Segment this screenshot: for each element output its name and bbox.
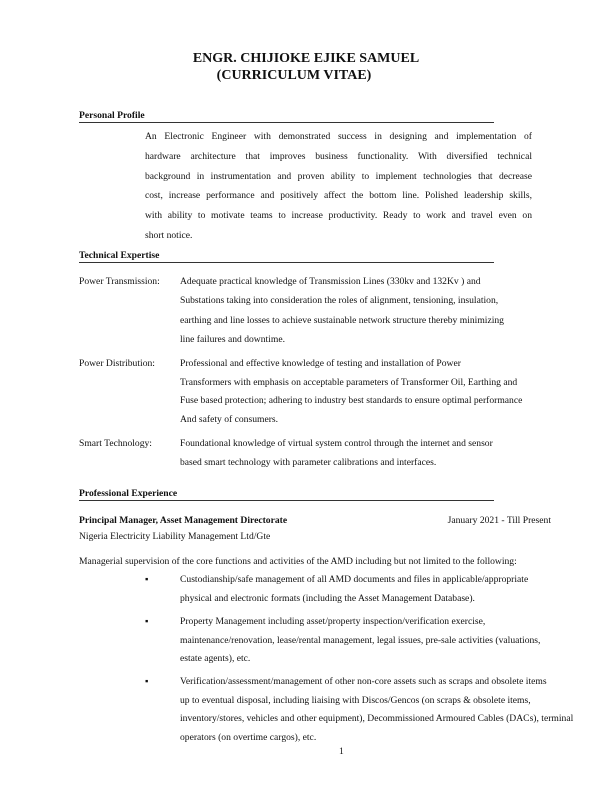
job-dates: January 2021 - Till Present bbox=[447, 515, 551, 526]
duty-line: Custodianship/safe management of all AMD documents and files in applicable/appropriate bbox=[180, 574, 529, 585]
job-title: Principal Manager, Asset Management Directorate bbox=[79, 515, 288, 526]
expertise-line: Professional and effective knowledge of testing and installation of Power bbox=[180, 358, 461, 369]
expertise-line: Adequate practical knowledge of Transmission Lines (330kv and 132Kv ) and bbox=[180, 276, 481, 287]
duty-line: up to eventual disposal, including liaising with Discos/Gencos (on scraps & obsolete items, bbox=[180, 694, 531, 706]
duty-line: Verification/assessment/management of other non-core assets such as scraps and obsolete items bbox=[180, 676, 547, 687]
expertise-line: Substations taking into consideration the roles of alignment, tensioning, insulation, bbox=[180, 295, 499, 307]
bullet-icon: ▪ bbox=[145, 616, 149, 627]
expertise-label: Power Distribution: bbox=[79, 358, 155, 369]
profile-line: short notice. bbox=[145, 230, 193, 241]
section-rule bbox=[79, 262, 494, 263]
bullet-icon: ▪ bbox=[145, 676, 149, 687]
page-number: 1 bbox=[339, 746, 344, 757]
duty-line: inventory/stores, vehicles and other equipment), Decommissioned Armoured Cables (DACs), terminal bbox=[180, 713, 574, 725]
expertise-line: based smart technology with parameter calibrations and interfaces. bbox=[180, 457, 437, 468]
job-intro: Managerial supervision of the core functions and activities of the AMD including but not limited to the following: bbox=[79, 556, 517, 567]
expertise-line: Fuse based protection; adhering to industry best standards to ensure optimal performance bbox=[180, 395, 523, 407]
expertise-line: Foundational knowledge of virtual system control through the internet and sensor bbox=[180, 438, 493, 449]
duty-line: maintenance/renovation, lease/rental management, legal issues, pre-sale activities (valuations, bbox=[180, 634, 541, 646]
profile-line: cost, increase performance and positively affect the bottom line. Polished leadership skills, bbox=[145, 190, 532, 202]
expertise-line: line failures and downtime. bbox=[180, 333, 285, 345]
expertise-label: Power Transmission: bbox=[79, 276, 160, 287]
section-heading-personal-profile: Personal Profile bbox=[79, 110, 145, 121]
profile-line: hardware architecture that improves business functionality. With diversified technical bbox=[145, 150, 532, 162]
section-heading-technical-expertise: Technical Expertise bbox=[79, 250, 160, 261]
expertise-label: Smart Technology: bbox=[79, 438, 152, 449]
cv-subtitle: (CURRICULUM VITAE) bbox=[216, 68, 372, 83]
duty-line: physical and electronic formats (including the Asset Management Database). bbox=[180, 592, 475, 604]
profile-line: with ability to motivate teams to increase productivity. Ready to work and travel even on bbox=[145, 210, 532, 222]
duty-line: estate agents), etc. bbox=[180, 653, 251, 665]
profile-line: background in instrumentation and proven ability to implement technologies that decrease bbox=[145, 170, 532, 182]
duty-line: operators (on overtime cargos), etc. bbox=[180, 731, 317, 743]
cv-name: ENGR. CHIJIOKE EJIKE SAMUEL bbox=[192, 51, 420, 66]
section-rule bbox=[79, 122, 494, 123]
section-rule bbox=[79, 500, 494, 501]
expertise-line: Transformers with emphasis on acceptable parameters of Transformer Oil, Earthing and bbox=[180, 376, 518, 388]
duty-line: Property Management including asset/property inspection/verification exercise, bbox=[180, 616, 486, 627]
expertise-line: And safety of consumers. bbox=[180, 413, 279, 425]
expertise-line: earthing and line losses to achieve sustainable network structure thereby minimizing bbox=[180, 314, 504, 326]
bullet-icon: ▪ bbox=[145, 574, 149, 585]
profile-line: An Electronic Engineer with demonstrated success in designing and implementation of bbox=[145, 131, 532, 142]
job-company: Nigeria Electricity Liability Management Ltd/Gte bbox=[79, 531, 271, 542]
section-heading-professional-experience: Professional Experience bbox=[79, 488, 178, 499]
